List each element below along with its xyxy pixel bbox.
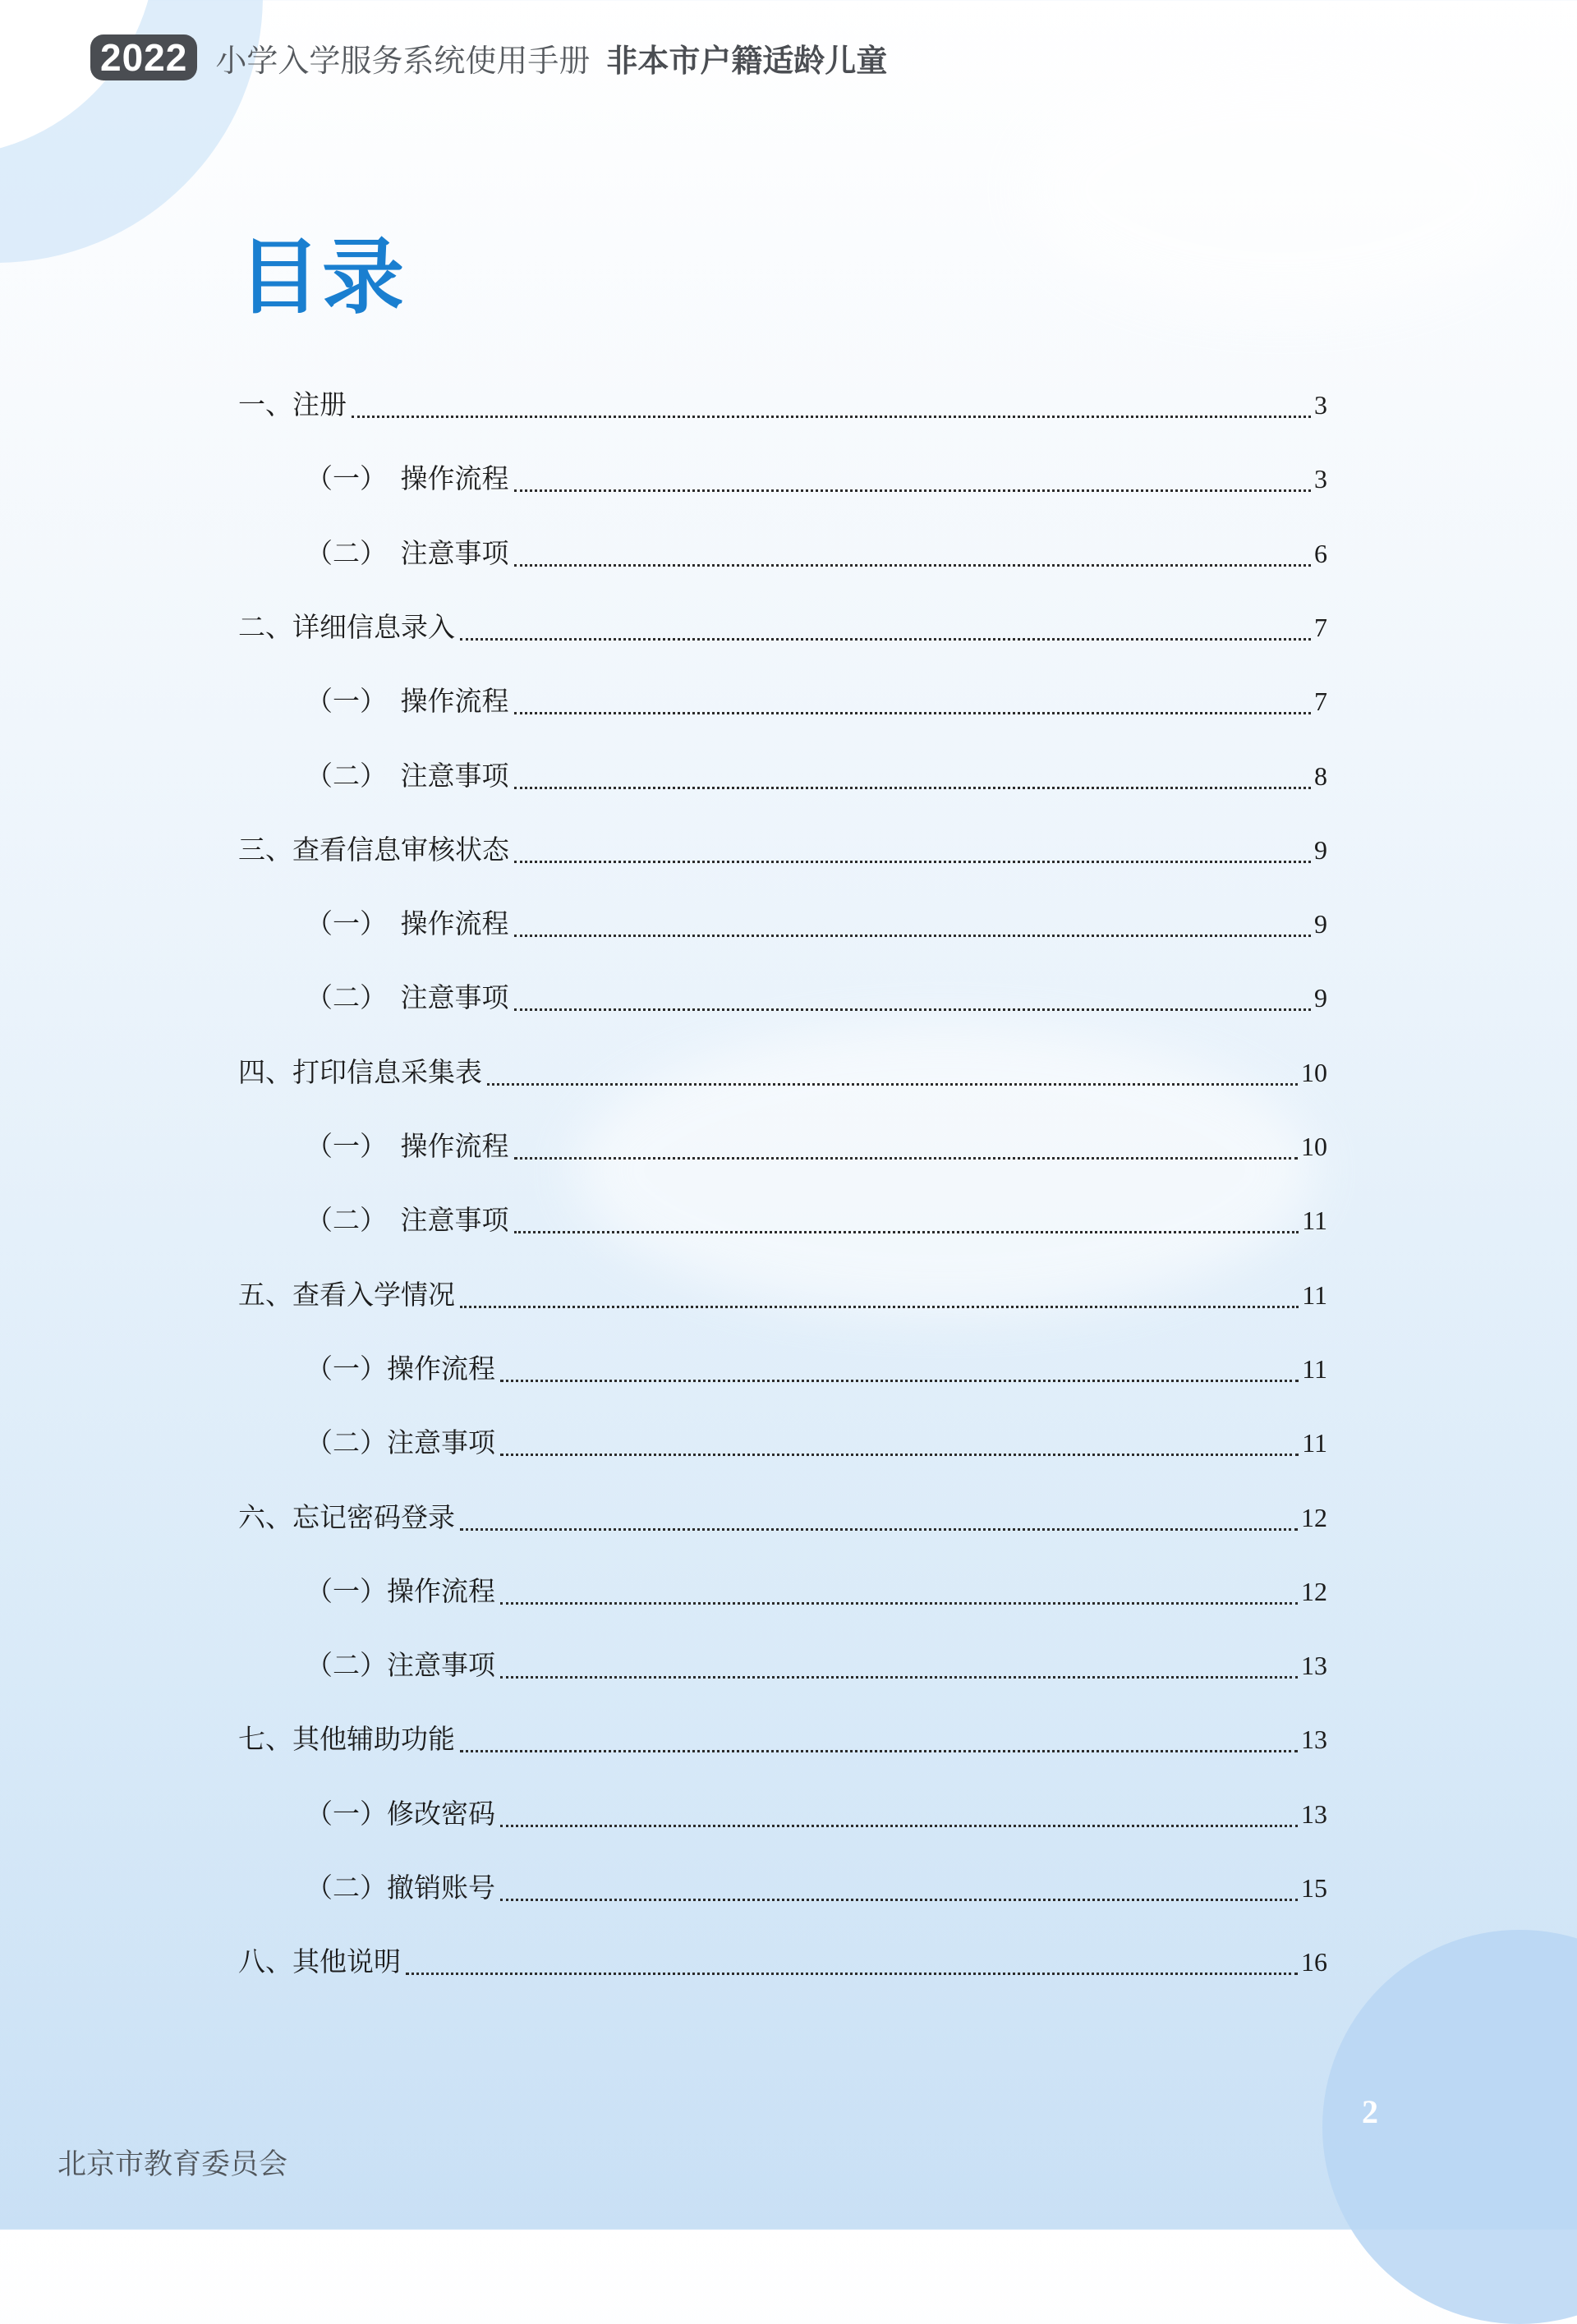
toc-leader-dots (514, 935, 1312, 937)
toc-leader-dots (500, 1602, 1298, 1605)
toc-entry-label: 二、详细信息录入 (238, 610, 455, 643)
toc-entry-label: （二） 注意事项 (306, 759, 509, 792)
toc-leader-dots (500, 1454, 1299, 1456)
toc-entry-page: 3 (1314, 464, 1327, 494)
year-badge: 2022 (90, 34, 197, 80)
page-title: 目录 (238, 229, 406, 325)
toc-entry-label: （二）注意事项 (306, 1426, 495, 1459)
toc-section-entry[interactable] (238, 1270, 1327, 1320)
toc-leader-dots (514, 787, 1312, 789)
toc-subsection-entry[interactable] (306, 899, 1327, 948)
toc-section-entry[interactable] (238, 1937, 1327, 1986)
toc-leader-dots (514, 861, 1311, 863)
toc-leader-dots (500, 1676, 1298, 1679)
toc-entry-label: （一） 操作流程 (306, 907, 509, 940)
toc-subsection-entry[interactable] (306, 1196, 1327, 1245)
toc-entry-page: 9 (1314, 834, 1327, 865)
toc-section-entry[interactable] (238, 1715, 1327, 1764)
toc-leader-dots (500, 1380, 1299, 1382)
toc-entry-page: 9 (1314, 983, 1327, 1013)
toc-subsection-entry[interactable] (306, 1641, 1327, 1690)
toc-entry-label: 七、其他辅助功能 (238, 1723, 455, 1756)
page-number: 2 (1362, 2093, 1378, 2130)
toc-subsection-entry[interactable] (306, 677, 1327, 726)
toc-entry-label: 八、其他说明 (238, 1945, 401, 1978)
toc-subsection-entry[interactable] (306, 973, 1327, 1022)
toc-entry-label: （一） 操作流程 (306, 1130, 509, 1162)
toc-section-entry[interactable] (238, 380, 1327, 429)
toc-section-entry[interactable] (238, 825, 1327, 875)
toc-entry-page: 8 (1314, 760, 1327, 791)
toc-subsection-entry[interactable] (306, 1863, 1327, 1913)
toc-leader-dots (514, 712, 1312, 714)
toc-subsection-entry[interactable] (306, 1789, 1327, 1839)
toc-entry-page: 11 (1302, 1206, 1327, 1236)
toc-entry-label: （一）操作流程 (306, 1352, 495, 1385)
toc-entry-label: （一）操作流程 (306, 1574, 495, 1607)
toc-entry-page: 7 (1314, 612, 1327, 642)
toc-section-entry[interactable] (238, 1048, 1327, 1097)
toc-leader-dots (460, 638, 1311, 641)
toc-leader-dots (500, 1825, 1298, 1827)
manual-title: 小学入学服务系统使用手册 (215, 42, 591, 79)
toc-leader-dots (406, 1973, 1298, 1975)
toc-entry-page: 13 (1301, 1725, 1327, 1755)
toc-entry-page: 3 (1314, 390, 1327, 420)
toc-section-entry[interactable] (238, 1493, 1327, 1542)
toc-subsection-entry[interactable] (306, 1344, 1327, 1394)
toc-subsection-entry[interactable] (306, 454, 1327, 503)
toc-entry-page: 13 (1301, 1798, 1327, 1829)
footer-organization: 北京市教育委员会 (57, 2148, 288, 2181)
toc-leader-dots (514, 1008, 1312, 1011)
toc-section-entry[interactable] (238, 603, 1327, 652)
toc-entry-page: 15 (1301, 1873, 1327, 1903)
toc-entry-page: 10 (1301, 1132, 1327, 1161)
toc-subsection-entry[interactable] (306, 529, 1327, 578)
toc-entry-label: （一） 操作流程 (306, 685, 509, 718)
toc-entry-label: 三、查看信息审核状态 (238, 833, 509, 866)
toc-entry-label: （二）撤销账号 (306, 1872, 495, 1904)
toc-entry-label: 六、忘记密码登录 (238, 1500, 455, 1533)
toc-leader-dots (460, 1750, 1298, 1752)
manual-subtitle: 非本市户籍适龄儿童 (606, 42, 888, 79)
toc-entry-page: 6 (1314, 538, 1327, 568)
toc-entry-page: 12 (1301, 1502, 1327, 1532)
toc-leader-dots (514, 489, 1312, 492)
toc-leader-dots (514, 564, 1312, 567)
toc-entry-label: （一） 操作流程 (306, 462, 509, 495)
decor-cloud (1027, 66, 1536, 312)
toc-entry-label: 四、打印信息采集表 (238, 1055, 482, 1088)
toc-subsection-entry[interactable] (306, 1122, 1327, 1171)
toc-leader-dots (514, 1157, 1299, 1160)
toc-entry-page: 11 (1302, 1279, 1327, 1310)
toc-entry-label: （二）注意事项 (306, 1649, 495, 1682)
toc-entry-page: 16 (1301, 1947, 1327, 1977)
toc-entry-page: 13 (1301, 1651, 1327, 1681)
toc-entry-label: （二） 注意事项 (306, 1204, 509, 1237)
toc-entry-page: 7 (1314, 687, 1327, 717)
document-header (90, 34, 887, 80)
toc-entry-label: 五、查看入学情况 (238, 1278, 455, 1311)
toc-entry-page: 9 (1314, 909, 1327, 939)
toc-leader-dots (500, 1899, 1298, 1901)
toc-entry-page: 12 (1301, 1576, 1327, 1606)
decor-circle-bottom-right (1322, 1930, 1577, 2324)
toc-entry-label: 一、注册 (238, 388, 347, 420)
toc-leader-dots (460, 1306, 1299, 1308)
toc-leader-dots (487, 1083, 1298, 1086)
toc-leader-dots (514, 1231, 1299, 1233)
toc-entry-page: 10 (1301, 1057, 1327, 1087)
toc-entry-page: 11 (1302, 1353, 1327, 1384)
toc-subsection-entry[interactable] (306, 1567, 1327, 1616)
toc-entry-label: （二） 注意事项 (306, 536, 509, 569)
toc-subsection-entry[interactable] (306, 1418, 1327, 1467)
toc-leader-dots (460, 1528, 1298, 1531)
toc-entry-label: （一）修改密码 (306, 1797, 495, 1830)
toc-leader-dots (352, 416, 1311, 418)
toc-subsection-entry[interactable] (306, 751, 1327, 801)
toc-entry-label: （二） 注意事项 (306, 981, 509, 1014)
toc-entry-page: 11 (1302, 1428, 1327, 1458)
